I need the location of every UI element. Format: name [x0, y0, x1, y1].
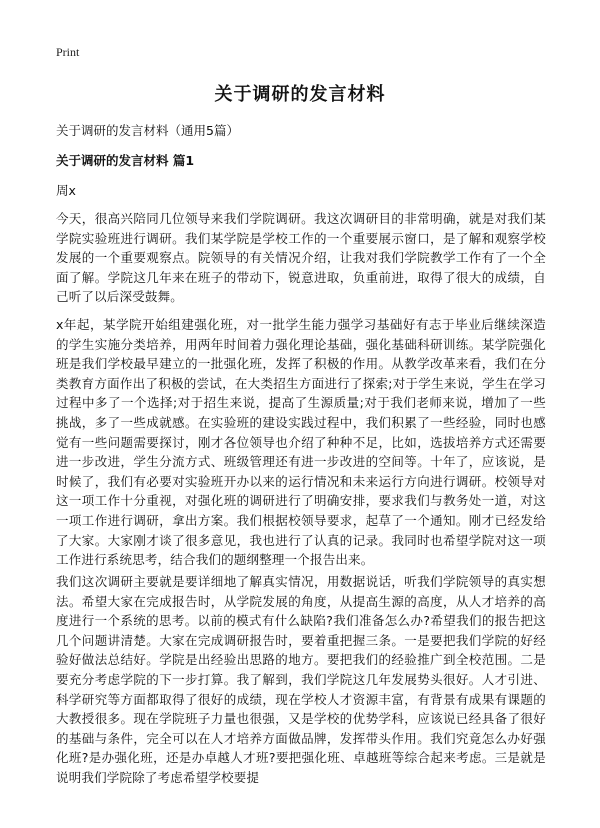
section-heading: 关于调研的发言材料 篇1: [56, 153, 195, 168]
document-subtitle: 关于调研的发言材料（通用5篇）: [56, 123, 239, 138]
speaker-name: 周x: [56, 183, 76, 198]
paragraph-3: 我们这次调研主要就是要详细地了解真实情况，用数据说话，听我们学院领导的真实想法。希望大家在完成报告时，从学院发展的角度，从提高生源的高度，从人才培养的高度进行一个系统的思考。以前的模式有什么缺陷?我们准备怎么办?希望我们的报告把这几个问题讲清楚。大家在完成调研报告时，要着重把握三条。一是要把我们学院的好经验好做法总结好。学院是出经验出思路的地方。要把我们的经验推广到全校范围。二是要充分考虑学院的下一步打算。我了解到，我们学院这几年发展势头很好。人才引进、科学研究等方面都取得了很好的成绩，现在学校人才资源丰富，有背景有成果有课题的大教授很多。现在学院班子力量也很强，又是学校的优势学科，应该说已经具备了很好的基础与条件，完全可以在人才培养方面做品牌，发挥带头作用。我们究竟怎么办好强化班?是办强化班，还是办卓越人才班?要把强化班、卓越班等综合起来考虑。三是就是说明我们学院除了考虑希望学校要提: [56, 574, 546, 785]
print-link[interactable]: Print: [56, 45, 80, 59]
document-title: 关于调研的发言材料: [214, 84, 386, 105]
paragraph-2: x年起，某学院开始组建强化班，对一批学生能力强学习基础好有志于毕业后继续深造的学生实施分类培养，用两年时间着力强化理论基础，强化基础科研训练。某学院强化班是我们学校最早建立的一批强化班，发挥了积极的作用。从教学改革来看，我们在分类教育方面作出了积极的尝试，在大类招生方面进行了探索;对于学生来说，学生在学习过程中多了一个选择;对于招生来说，提高了生源质量;对于我们老师来说，增加了一些挑战，多了一些成就感。在实验班的建设实践过程中，我们积累了一些经验，同时也感觉有一些问题需要探讨，刚才各位领导也介绍了种种不足，比如，选拔培养方式还需要进一步改进，学生分流方式、班级管理还有进一步改进的空间等。十年了，应该说，是时候了，我们有必要对实验班开办以来的运行情况和未来运行方向进行调研。校领导对这一项工作十分重视，对强化班的调研进行了明确安排，要求我们与教务处一道，对这一项工作进行调研，拿出方案。我们根据校领导要求，起草了一个通知。刚才已经发给了大家。大家刚才谈了很多意见，我也进行了认真的记录。我同时也希望学院对这一项工作进行系统思考，结合我们的题纲整理一个报告出来。: [56, 317, 546, 568]
paragraph-1: 今天，很高兴陪同几位领导来我们学院调研。我这次调研目的非常明确，就是对我们某学院实验班进行调研。我们某学院是学校工作的一个重要展示窗口，是了解和观察学校发展的一个重要观察点。院领导的有关情况介绍，让我对我们学院教学工作有了一个全面了解。学院这几年来在班子的带动下，锐意进取，负重前进，取得了很大的成绩，自己听了以后深受鼓舞。: [56, 211, 546, 305]
